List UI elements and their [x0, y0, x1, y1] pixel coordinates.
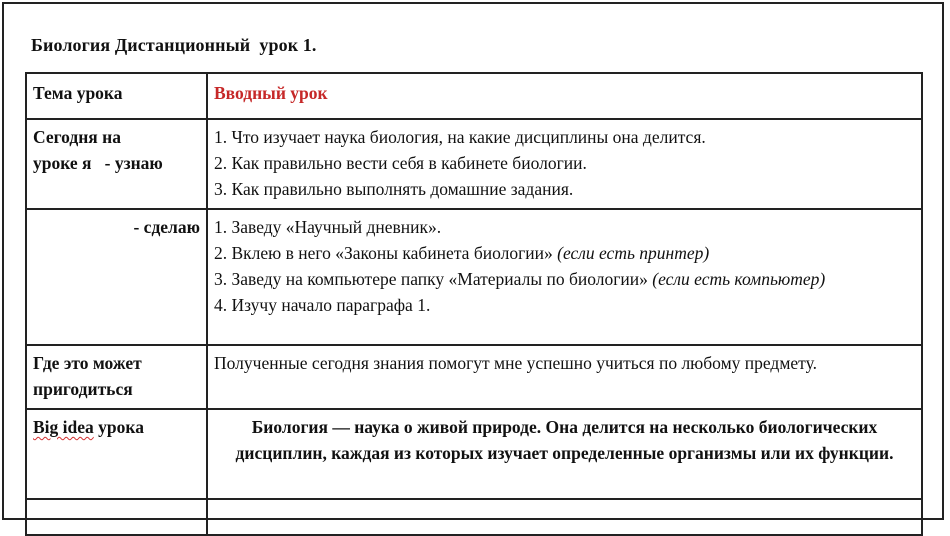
list-item-note: (если есть компьютер): [652, 269, 826, 289]
list-item-note: (если есть принтер): [557, 243, 710, 263]
big-idea-label: [26, 409, 207, 499]
table-row: [26, 499, 922, 535]
big-idea-rest: урока: [93, 417, 144, 437]
lesson-table: [25, 72, 923, 536]
list-item: [214, 214, 915, 240]
document-title: Биология Дистанционный урок 1.: [31, 35, 317, 55]
learn-label-line2: уроке я - узнаю: [33, 153, 163, 173]
table-row: [26, 119, 922, 209]
do-items: [207, 209, 922, 345]
list-item: [214, 266, 915, 292]
list-item: 3. Как правильно выполнять домашние задания.: [214, 179, 574, 199]
usage-label: [26, 345, 207, 409]
table-row: [26, 209, 922, 345]
learn-items: [207, 119, 922, 209]
list-item: [214, 292, 915, 318]
usage-label-line2: пригодиться: [33, 379, 133, 399]
table-row: [26, 345, 922, 409]
list-item-text: 2. Вклею в него «Законы кабинета биологии»: [214, 243, 558, 263]
list-item: [214, 240, 915, 266]
list-item-text: 4. Изучу начало параграфа 1.: [214, 295, 431, 315]
table-row: [26, 73, 922, 119]
topic-label: Тема урока: [26, 73, 207, 119]
table-row: [26, 409, 922, 499]
list-item: 1. Что изучает наука биология, на какие дисциплины она делится.: [214, 127, 706, 147]
list-item: 2. Как правильно вести себя в кабинете биологии.: [214, 153, 587, 173]
empty-cell-label: [26, 499, 207, 535]
do-label: - сделаю: [26, 209, 207, 345]
list-item-text: 1. Заведу «Научный дневник».: [214, 217, 442, 237]
usage-label-line1: Где это может: [33, 353, 142, 373]
big-idea-word: Big idea: [33, 417, 94, 437]
topic-value: Вводный урок: [207, 73, 922, 119]
learn-label: [26, 119, 207, 209]
big-idea-value: Биология — наука о живой природе. Она делится на несколько биологических дисциплин, каждая из которых изучает определенные организмы или их функции.: [207, 409, 922, 499]
learn-label-line1: Сегодня на: [33, 127, 121, 147]
empty-cell-value: [207, 499, 922, 535]
list-item-text: 3. Заведу на компьютере папку «Материалы по биологии»: [214, 269, 653, 289]
usage-value: Полученные сегодня знания помогут мне успешно учиться по любому предмету.: [207, 345, 922, 409]
